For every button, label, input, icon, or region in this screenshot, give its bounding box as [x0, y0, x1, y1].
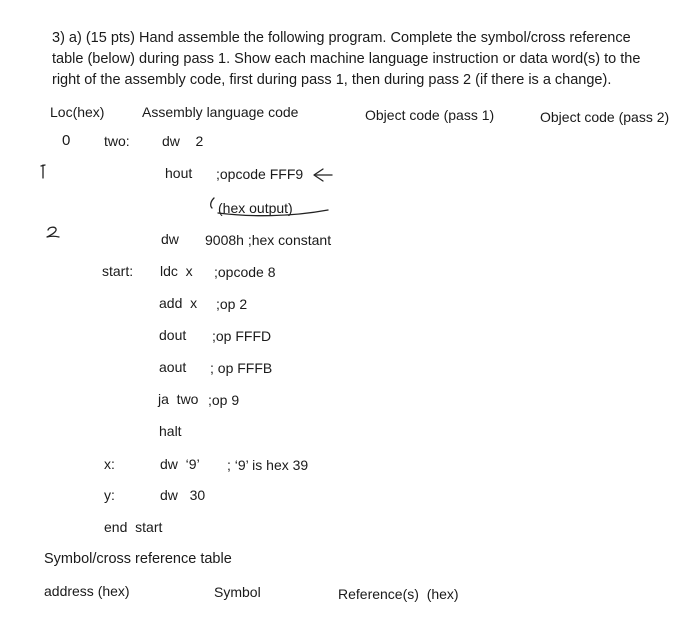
- header-object-pass2: Object code (pass 2): [540, 109, 670, 125]
- instr-add: add x: [159, 295, 198, 311]
- instr-halt: halt: [159, 423, 182, 439]
- label-two: two:: [104, 133, 130, 149]
- question-line-2: table (below) during pass 1. Show each machine language instruction or data word(s) to the: [52, 51, 641, 67]
- question-line-1: 3) a) (15 pts) Hand assemble the following program. Complete the symbol/cross reference: [52, 30, 631, 46]
- instr-dw-2: dw 2: [162, 133, 204, 149]
- label-start: start:: [102, 263, 134, 279]
- label-y: y:: [104, 487, 115, 503]
- comment-dout: ;op FFFD: [212, 328, 272, 344]
- instr-aout: aout: [159, 359, 187, 375]
- comment-dw-9char: ; ‘9’ is hex 39: [227, 457, 309, 473]
- comment-dw-9008: 9008h ;hex constant: [205, 232, 332, 248]
- handwritten-hex-output: (hex output): [218, 200, 293, 216]
- comment-ja: ;op 9: [208, 392, 240, 408]
- handwritten-loc-0: 0: [62, 132, 71, 149]
- header-object-pass1: Object code (pass 1): [365, 107, 495, 123]
- instr-dout: dout: [159, 327, 187, 343]
- instr-hout: hout: [165, 165, 193, 181]
- instr-dw-9char: dw ‘9’: [160, 456, 200, 472]
- header-loc: Loc(hex): [50, 104, 105, 120]
- comment-add: ;op 2: [216, 296, 248, 312]
- header-assembly: Assembly language code: [142, 104, 299, 120]
- instr-dw-30: dw 30: [160, 487, 206, 503]
- instr-ldc: ldc x: [160, 263, 193, 279]
- handwritten-arrow-annotation: [200, 162, 340, 222]
- symbol-col-references: Reference(s) (hex): [338, 586, 459, 602]
- symbol-col-symbol: Symbol: [214, 584, 261, 600]
- comment-ldc: ;opcode 8: [214, 264, 276, 280]
- comment-aout: ; op FFFB: [210, 360, 273, 376]
- instr-ja: ja two: [158, 391, 199, 407]
- label-x: x:: [104, 456, 115, 472]
- handwritten-loc-1: [38, 163, 48, 181]
- question-line-3: right of the assembly code, first during pass 1, then during pass 2 (if there is a change).: [52, 72, 612, 88]
- instr-end-start: end start: [104, 519, 163, 535]
- instr-dw-9008: dw: [161, 231, 179, 247]
- symbol-table-title: Symbol/cross reference table: [44, 551, 232, 567]
- symbol-col-address: address (hex): [44, 583, 130, 599]
- handwritten-loc-2: [45, 225, 61, 241]
- comment-hout: ;opcode FFF9: [216, 166, 304, 182]
